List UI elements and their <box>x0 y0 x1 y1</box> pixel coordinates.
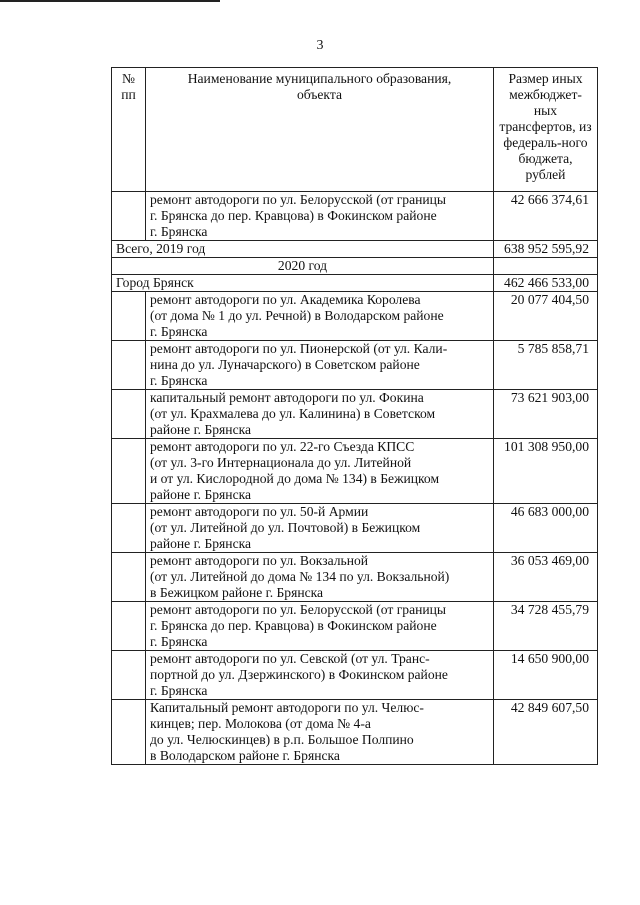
table-row <box>112 553 598 602</box>
object-name: ремонт автодороги по ул. Белорусской (от границы г. Брянска до пер. Кравцова) в Фокинском районе г. Брянска <box>146 602 494 651</box>
table-row <box>112 390 598 439</box>
header-num: № пп <box>112 68 146 192</box>
year-row <box>112 258 598 275</box>
total-row <box>112 241 598 258</box>
table-row <box>112 602 598 651</box>
table-row <box>112 504 598 553</box>
total-label: Всего, 2019 год <box>112 241 494 258</box>
table-row <box>112 700 598 765</box>
object-name: ремонт автодороги по ул. Белорусской (от границы г. Брянска до пер. Кравцова) в Фокинском районе г. Брянска <box>146 192 494 241</box>
table-row <box>112 192 598 241</box>
object-name: ремонт автодороги по ул. 22-го Съезда КПСС (от ул. 3-го Интернационала до ул. Литейной и от ул. Кислородной до дома № 134) в Бежицком районе г. Брянска <box>146 439 494 504</box>
city-amount: 462 466 533,00 <box>494 275 598 292</box>
object-amount: 34 728 455,79 <box>494 602 598 651</box>
object-name: Капитальный ремонт автодороги по ул. Челюс- кинцев; пер. Молокова (от дома № 4-а до ул. Челюскинцев) в р.п. Большое Полпино в Володарском районе г. Брянска <box>146 700 494 765</box>
year-label: 2020 год <box>112 258 494 275</box>
transfers-table <box>111 67 598 765</box>
top-rule <box>0 0 220 2</box>
object-amount: 20 077 404,50 <box>494 292 598 341</box>
object-name: ремонт автодороги по ул. Пионерской (от ул. Кали- нина до ул. Луначарского) в Советском районе г. Брянска <box>146 341 494 390</box>
object-amount: 46 683 000,00 <box>494 504 598 553</box>
table-row <box>112 292 598 341</box>
header-amount: Размер иных межбюджет-ных трансфертов, из федераль-ного бюджета, рублей <box>494 68 598 192</box>
object-amount: 42 666 374,61 <box>494 192 598 241</box>
table-row <box>112 439 598 504</box>
object-amount: 42 849 607,50 <box>494 700 598 765</box>
page-number: 3 <box>316 38 324 53</box>
object-amount: 14 650 900,00 <box>494 651 598 700</box>
object-name: ремонт автодороги по ул. 50-й Армии (от ул. Литейной до ул. Почтовой) в Бежицком районе г. Брянска <box>146 504 494 553</box>
object-amount: 101 308 950,00 <box>494 439 598 504</box>
table-header-row <box>112 68 598 192</box>
total-amount: 638 952 595,92 <box>494 241 598 258</box>
city-row <box>112 275 598 292</box>
object-amount: 73 621 903,00 <box>494 390 598 439</box>
table-row <box>112 341 598 390</box>
table-row <box>112 651 598 700</box>
object-name: ремонт автодороги по ул. Академика Королева (от дома № 1 до ул. Речной) в Володарском районе г. Брянска <box>146 292 494 341</box>
city-label: Город Брянск <box>112 275 494 292</box>
header-name: Наименование муниципального образования, объекта <box>146 68 494 192</box>
object-amount: 5 785 858,71 <box>494 341 598 390</box>
object-name: ремонт автодороги по ул. Севской (от ул. Транс- портной до ул. Дзержинского) в Фокинском районе г. Брянска <box>146 651 494 700</box>
object-amount: 36 053 469,00 <box>494 553 598 602</box>
object-name: капитальный ремонт автодороги по ул. Фокина (от ул. Крахмалева до ул. Калинина) в Советском районе г. Брянска <box>146 390 494 439</box>
object-name: ремонт автодороги по ул. Вокзальной (от ул. Литейной до дома № 134 по ул. Вокзальной) в Бежицком районе г. Брянска <box>146 553 494 602</box>
